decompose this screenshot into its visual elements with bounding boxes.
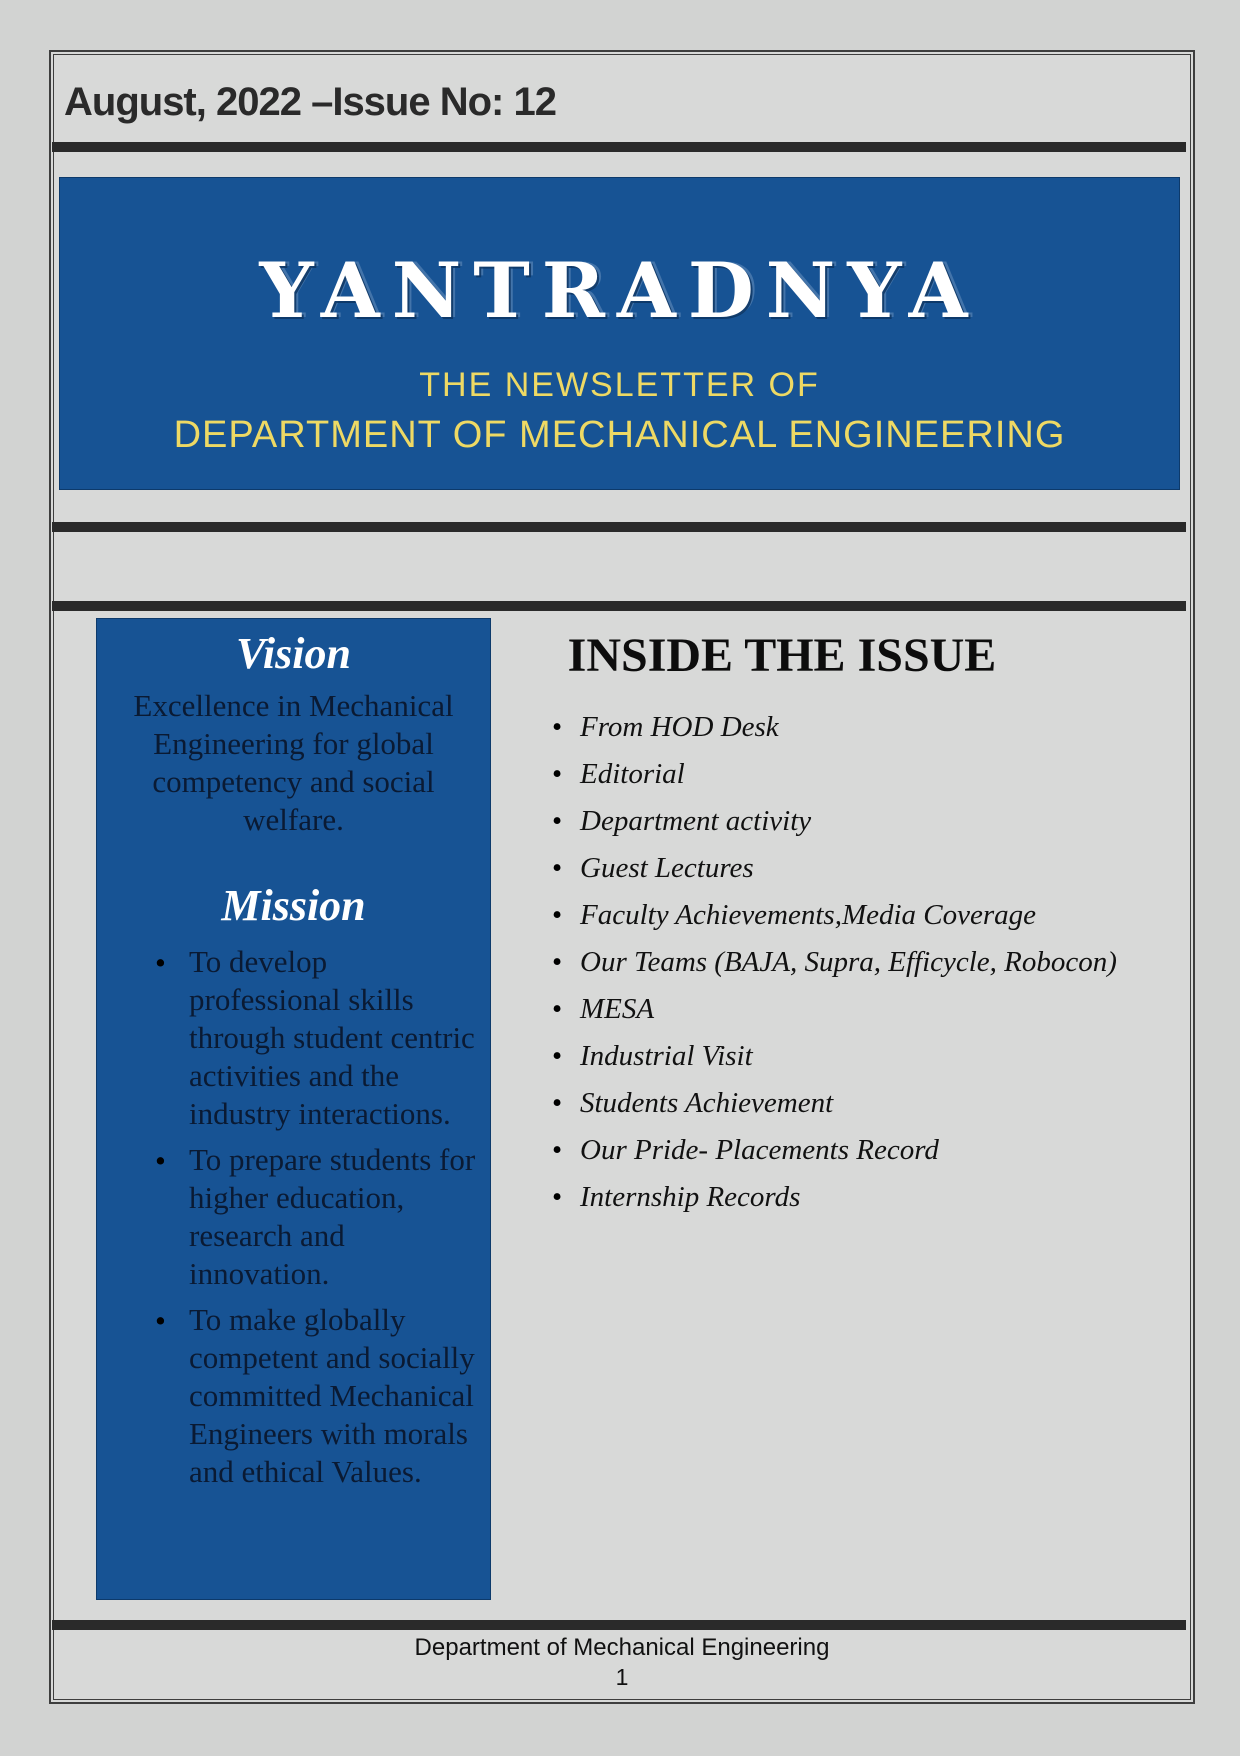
mission-item-label: To develop professional skills through student centric activities and the industry interactions. [189, 944, 475, 1131]
divider-footer [52, 1620, 1186, 1630]
toc-item-label: Our Teams (BAJA, Supra, Efficycle, Robocon) [580, 946, 1117, 978]
toc-item-label: MESA [580, 993, 655, 1025]
bullet-icon: • [552, 1040, 563, 1072]
inside-the-issue-list [547, 704, 1187, 1221]
toc-item-label: From HOD Desk [580, 711, 779, 743]
toc-item-label: Industrial Visit [580, 1040, 753, 1072]
divider-below-banner [52, 522, 1186, 532]
toc-list-item [547, 986, 1187, 1033]
mission-heading: Mission [221, 881, 366, 930]
bullet-icon: • [155, 1143, 166, 1178]
toc-list-item [547, 845, 1187, 892]
toc-list-item [547, 751, 1187, 798]
toc-item-label: Our Pride- Placements Record [580, 1134, 939, 1166]
bullet-icon: • [552, 899, 563, 931]
mission-list-item [97, 1141, 490, 1293]
toc-list-item [547, 704, 1187, 751]
toc-list-item [547, 939, 1187, 986]
vision-text: Excellence in Mechanical Engineering for global competency and social welfare. [133, 688, 454, 837]
toc-list-item [547, 1174, 1187, 1221]
bullet-icon: • [552, 1134, 563, 1166]
toc-item-label: Internship Records [580, 1181, 801, 1213]
toc-list-item [547, 892, 1187, 939]
bullet-icon: • [552, 946, 563, 978]
divider-above-content [52, 601, 1186, 611]
vision-heading: Vision [236, 629, 351, 678]
toc-list-item [547, 1127, 1187, 1174]
inside-the-issue-heading: INSIDE THE ISSUE [567, 629, 997, 682]
masthead-banner [59, 177, 1180, 490]
newsletter-page [49, 50, 1195, 1704]
newsletter-subtitle-1: THE NEWSLETTER OF [419, 366, 820, 404]
toc-item-label: Faculty Achievements,Media Coverage [580, 899, 1037, 931]
vision-mission-panel [96, 618, 491, 1600]
toc-list-item [547, 798, 1187, 845]
divider-top [52, 142, 1186, 152]
toc-item-label: Editorial [580, 758, 685, 790]
footer-department-label: Department of Mechanical Engineering [414, 1634, 830, 1661]
bullet-icon: • [552, 993, 563, 1025]
bullet-icon: • [552, 758, 563, 790]
bullet-icon: • [552, 1087, 563, 1119]
inside-the-issue-section [547, 630, 1187, 1221]
toc-item-label: Students Achievement [580, 1087, 834, 1119]
bullet-icon: • [552, 852, 563, 884]
mission-list-item [97, 1301, 490, 1491]
mission-item-label: To make globally competent and socially committed Mechanical Engineers with morals and ethical Values. [189, 1302, 475, 1489]
footer-page-number: 1 [615, 1664, 629, 1690]
bullet-icon: • [552, 1181, 563, 1213]
bullet-icon: • [552, 711, 563, 743]
toc-item-label: Department activity [580, 805, 812, 837]
toc-list-item [547, 1080, 1187, 1127]
mission-list-item [97, 943, 490, 1133]
mission-list [97, 943, 490, 1491]
bullet-icon: • [552, 805, 563, 837]
toc-item-label: Guest Lectures [580, 852, 754, 884]
mission-item-label: To prepare students for higher education, research and innovation. [189, 1142, 476, 1291]
issue-date-line: August, 2022 –Issue No: 12 [64, 80, 556, 124]
bullet-icon: • [155, 945, 166, 980]
toc-list-item [547, 1033, 1187, 1080]
newsletter-subtitle-2: DEPARTMENT OF MECHANICAL ENGINEERING [173, 414, 1066, 456]
bullet-icon: • [155, 1303, 166, 1338]
newsletter-title: YANTRADNYA [259, 246, 980, 335]
